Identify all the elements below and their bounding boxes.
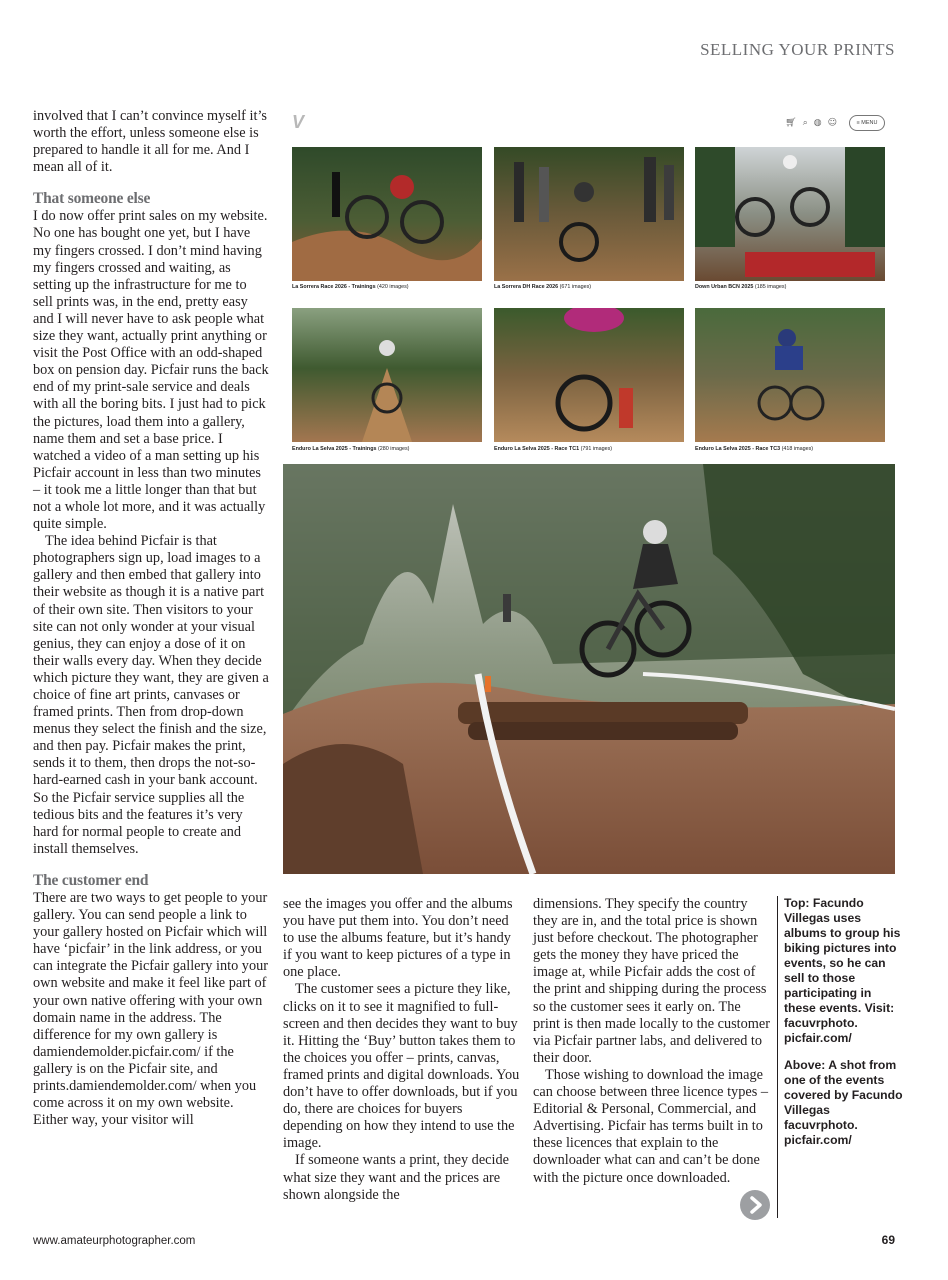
album-thumbnail[interactable] (695, 308, 885, 442)
subheading: That someone else (33, 190, 151, 208)
caption-above: Above: A shot from one of the events covered by Facundo Villegas facuvrphoto. picfair.com/ (784, 1058, 903, 1147)
search-icon[interactable]: ⌕ (802, 118, 814, 128)
album-thumbnail[interactable] (292, 147, 482, 281)
album-label[interactable]: Enduro La Selva 2025 - Race TC3 (418 images) (695, 446, 814, 452)
continue-arrow-icon (740, 1190, 770, 1220)
paragraph: The customer sees a picture they like, clicks on it to see it magnified to full-screen and then decides they want to buy it. Hitting the ‘Buy’ button takes them to the choices you offer – prints, canvas, framed prints and digital downloads. You don’t have to offer downloads, but if you do, there are choices for buyers depending on how they intend to use the image. (283, 981, 520, 1152)
section-title: SELLING YOUR PRINTS (700, 40, 895, 59)
caption-top: Top: Facundo Villegas uses albums to group his biking pictures into events, so he can sell to those participating in these events. Visit: facuvrphoto. picfair.com/ (784, 896, 901, 1045)
paragraph: dimensions. They specify the country they are in, and the total price is shown just before checkout. The photographer gets the money they have priced the image at, while Picfair adds the cost of the print and shipping during the process so the customer sees it early on. The print is then made locally to the customer via Picfair partner labs, and delivered to their door. (533, 896, 771, 1066)
album-label[interactable]: Down Urban BCN 2025 (185 images) (695, 284, 787, 290)
paragraph: involved that I can’t convince myself it’s worth the effort, unless someone else is prepared to handle it all for me. And I mean all of it. (33, 108, 267, 176)
album-thumbnail[interactable] (494, 147, 684, 281)
subheading: The customer end (33, 871, 149, 889)
album-label[interactable]: Enduro La Selva 2025 - Trainings (280 images) (292, 446, 410, 452)
article-column-2 (283, 896, 521, 1204)
hero-photo (283, 464, 895, 874)
album-label[interactable]: La Sorrera DH Race 2026 (671 images) (494, 284, 592, 290)
page-number: 69 (881, 1233, 895, 1247)
article-column-1 (33, 108, 269, 1129)
album-thumbnail[interactable] (292, 308, 482, 442)
gallery-screenshot (283, 104, 895, 464)
paragraph: Those wishing to download the image can choose between three licence types – Editorial & Personal, Commercial, and Advertising. Picfair has terms built in to these licences that explain to the downloader what can and can’t be done with the picture once downloaded. (533, 1066, 768, 1186)
paragraph: If someone wants a print, they decide what size they want and the prices are shown alongside the (283, 1152, 509, 1203)
paragraph: see the images you offer and the albums you have put them into. You don’t need to use the albums feature, but it’s handy if you want to keep pictures of a type in one place. (283, 896, 513, 981)
article-column-3 (533, 896, 771, 1187)
hamburger-icon: ≡ (856, 120, 860, 126)
photo-captions (777, 896, 904, 1218)
album-thumbnail[interactable] (494, 308, 684, 442)
menu-button[interactable]: ≡ MENU (849, 115, 885, 131)
album-label[interactable]: La Sorrera Race 2026 - Trainings (420 images) (292, 284, 409, 290)
site-logo: V (292, 112, 305, 132)
user-icon[interactable]: ☺ (827, 118, 843, 128)
footer-url: www.amateurphotographer.com (33, 1235, 196, 1247)
paragraph: I do now offer print sales on my website. No one has bought one yet, but I have my fingers crossed. I don’t mind having my fingers crossed and waiting, as setting up the infrastructure for me to sell prints was, in the end, pretty easy and I will never have to ask people what size they want, actually print anything or visit the Post Office with an odd-shaped box on pension day. Picfair runs the back end of my print-sale service and deals with all the boring bits. I just had to pick the pictures, load them into a gallery, name them and set a base price. I watched a video of a man setting up his Picfair account in less than two minutes – it took me a little longer than that but not a whole lot more, and it was actually quite simple. (33, 208, 269, 533)
globe-icon[interactable]: ◍ (813, 118, 828, 128)
toolbar-icons (785, 118, 843, 128)
paragraph: The idea behind Picfair is that photographers sign up, load images to a gallery and then embed that gallery into their website as though it is a native part of their own site. Then visitors to your site can not only wonder at your visual genius, they can enjoy a dose of it on their walls every day. When they decide which picture they want, they are given a choice of fine art prints, canvases or framed prints. Then from drop-down menus they select the finish and the size, and then pay. Picfair makes the print, sends it to them, then drops the not-so-hard-earned cash in your bank account. So the Picfair service supplies all the tedious bits and the features it’s very hard for normal people to create and install themselves. (33, 533, 269, 857)
paragraph: There are two ways to get people to your gallery. You can send people a link to your gallery hosted on Picfair which will have ‘picfair’ in the link address, or you can integrate the Picfair gallery into your own website and make it feel like part of your own native offering with your own domain name in the address. The difference for my own gallery is damiendemolder.picfair.com/ if the gallery is on the Picfair site, and prints.damiendemolder.com/ when you come across it on my own website. Either way, your visitor will (33, 889, 269, 1129)
album-label[interactable]: Enduro La Selva 2025 - Race TC1 (791 images) (494, 446, 613, 452)
album-thumbnail[interactable] (695, 147, 885, 281)
cart-icon[interactable]: 🛒︎ (785, 118, 803, 128)
